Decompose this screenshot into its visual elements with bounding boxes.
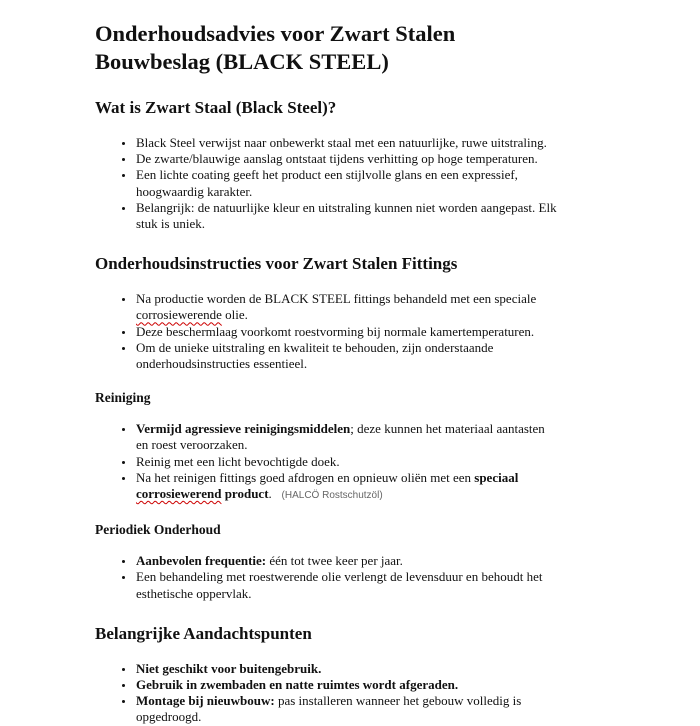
section-heading: Periodiek Onderhoud — [95, 522, 221, 538]
bullet-item — [135, 151, 557, 167]
bullet-list — [95, 421, 557, 504]
text-segment: Belangrijk: de natuurlijke kleur en uitstraling kunnen niet worden aangepast. Elk stuk is uniek. — [136, 199, 557, 232]
text-segment: Een lichte coating geeft het product een stijlvolle glans en een expressief, hoogwaardig karakter. — [136, 167, 518, 199]
text-segment: Een behandeling met roestwerende olie verlengt de levensduur en behoudt het esthetische oppervlak. — [136, 569, 543, 601]
text-segment: Na productie worden de BLACK STEEL fittings behandeld met een speciale — [136, 291, 537, 307]
bullet-item — [135, 324, 557, 340]
text-segment: Gebruik in zwembaden en natte ruimtes wordt afgeraden. — [136, 677, 459, 693]
bullet-item — [135, 167, 557, 199]
section-heading: Wat is Zwart Staal (Black Steel)? — [95, 98, 337, 117]
text-segment: Montage bij nieuwbouw: — [136, 693, 275, 709]
text-segment: Reinig met een licht bevochtigde doek. — [136, 453, 340, 469]
bullet-item — [135, 677, 557, 693]
text-segment: speciaal — [474, 469, 519, 485]
document-sections — [95, 97, 557, 726]
text-segment: ; deze kunnen het materiaal aantasten en roest veroorzaken. — [136, 421, 545, 453]
bullet-item — [135, 470, 557, 504]
text-segment: pas installeren wanneer het gebouw volledig is opgedroogd. — [136, 693, 522, 725]
bullet-item — [135, 421, 557, 453]
text-segment: Vermijd agressieve reinigingsmiddelen — [136, 421, 351, 437]
text-segment: corrosiewerende — [136, 307, 222, 323]
section-heading: Belangrijke Aandachtspunten — [95, 623, 312, 643]
text-segment: Deze beschermlaag voorkomt roestvorming bij normale kamertemperaturen. — [136, 323, 535, 339]
bullet-list — [95, 553, 557, 602]
bullet-item — [135, 553, 557, 569]
bullet-item — [135, 200, 557, 232]
text-segment: Niet geschikt voor buitengebruik. — [136, 660, 322, 676]
text-segment: . — [268, 486, 282, 502]
bullet-list — [95, 291, 557, 372]
text-segment: corrosiewerend — [136, 486, 222, 502]
bullet-item — [135, 661, 557, 677]
bullet-item — [135, 340, 557, 372]
text-segment: Aanbevolen frequentie: — [136, 553, 267, 569]
bullet-item — [135, 454, 557, 470]
text-segment: olie. — [221, 307, 248, 323]
bullet-list — [95, 135, 557, 232]
bullet-list — [95, 661, 557, 726]
product-note: (HALCÖ Rostschutzöl) — [281, 490, 383, 502]
text-segment: één tot twee keer per jaar. — [266, 553, 403, 569]
section-heading: Reiniging — [95, 390, 151, 406]
bullet-item — [135, 291, 557, 323]
bullet-item — [135, 135, 557, 151]
section-heading: Onderhoudsinstructies voor Zwart Stalen Fittings — [95, 254, 458, 274]
page-title: Onderhoudsadvies voor Zwart Stalen Bouwbeslag (BLACK STEEL) — [95, 21, 456, 74]
text-segment: Na het reinigen fittings goed afdrogen en opnieuw oliën met een — [136, 469, 475, 485]
text-segment: De zwarte/blauwige aanslag ontstaat tijdens verhitting op hoge temperaturen. — [136, 151, 538, 167]
text-segment: Om de unieke uitstraling en kwaliteit te behouden, zijn onderstaande onderhoudsinstructies essentieel. — [136, 339, 494, 372]
text-segment: product — [221, 486, 269, 502]
bullet-item — [135, 569, 557, 601]
text-segment: Black Steel verwijst naar onbewerkt staal met een natuurlijke, ruwe uitstraling. — [136, 135, 547, 150]
bullet-item — [135, 693, 557, 725]
